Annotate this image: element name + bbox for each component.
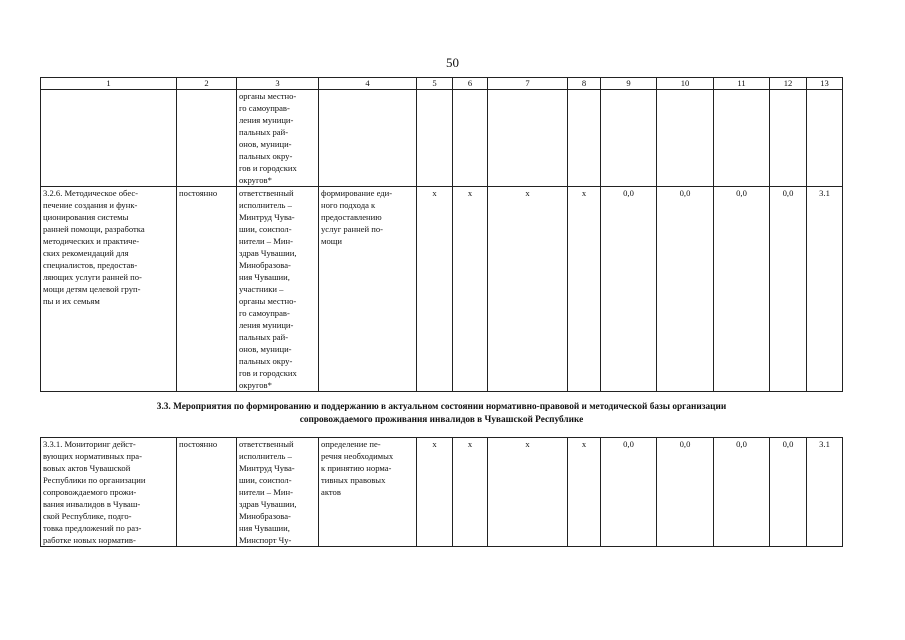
executors-line: ния Чувашии, [239,523,290,533]
executors-line: пальных окру- [239,356,293,366]
section-title-line: 3.3. Мероприятия по формированию и поддержанию в актуальном состоянии нормативно-правовой и методической базы организации [156,402,727,412]
executors-line: ния Чувашии, [239,272,290,282]
executors-line: шии, соиспол- [239,475,292,485]
section-title [41,392,843,438]
event-line: товка предложений по раз- [43,523,142,533]
executors-line: исполнитель – [239,451,292,461]
result-line: формирование еди- [321,188,393,198]
event-line: вовых актов Чувашской [43,463,131,473]
executors-line: округов* [239,175,272,185]
table-row-3-2-6 [41,187,843,392]
executors-line: Минтруд Чува- [239,212,295,222]
executors-line: гов и городских [239,163,297,173]
result-line: актов [321,487,341,497]
event-line: ских рекомендаций для [43,248,129,258]
result-cell [319,187,417,392]
executors-line: здрав Чувашии, [239,499,297,509]
executors-line: Минобразова- [239,260,291,270]
section-title-line: сопровождаемого проживания инвалидов в Чувашской Республике [299,415,584,425]
cell-col13: 3.1 [807,438,843,547]
page-number: 50 [446,55,459,70]
column-number: 9 [601,78,657,90]
cell-col8: х [568,187,601,392]
event-line: специалистов, предостав- [43,260,138,270]
executors-line: Минтруд Чува- [239,463,295,473]
executors-line: нители – Мин- [239,236,293,246]
event-line: печение создания и функ- [43,200,138,210]
executors-line: здрав Чувашии, [239,248,297,258]
executors-line: участники – [239,284,284,294]
cell-col10: 0,0 [657,187,714,392]
cell-col10: 0,0 [657,438,714,547]
executors-line: го самоуправ- [239,103,290,113]
column-number: 8 [568,78,601,90]
result-line: тивных правовых [321,475,386,485]
result-line: к принятию норма- [321,463,392,473]
column-number: 1 [41,78,177,90]
event-line: ской Республике, подго- [43,511,132,521]
result-line: речня необходимых [321,451,394,461]
result-line: мощи [321,236,342,246]
result-line: услуг ранней по- [321,224,383,234]
cell-col11: 0,0 [714,187,770,392]
cell-col12: 0,0 [770,438,807,547]
executors-line: органы местно- [239,296,297,306]
column-number: 6 [453,78,488,90]
event-line: работке новых норматив- [43,535,136,545]
deadline-cell: постоянно [177,438,237,547]
cell-col12: 0,0 [770,187,807,392]
event-line: ционирования системы [43,212,129,222]
executors-line: онов, муници- [239,139,292,149]
column-number: 10 [657,78,714,90]
event-line: ранней помощи, разработка [43,224,145,234]
deadline-cell: постоянно [177,187,237,392]
executors-line: шии, соиспол- [239,224,292,234]
executors-line: Минспорт Чу- [239,535,292,545]
column-number: 11 [714,78,770,90]
executors-line: ления муници- [239,320,294,330]
executors-line: ответственный [239,439,294,449]
event-line: Республики по организации [43,475,146,485]
column-number: 2 [177,78,237,90]
executors-line: Минобразова- [239,511,291,521]
executors-line: ления муници- [239,115,294,125]
column-number-row [41,78,843,90]
executors-line: онов, муници- [239,344,292,354]
executors-line: округов* [239,380,272,390]
column-number: 12 [770,78,807,90]
executors-line: го самоуправ- [239,308,290,318]
cell-col13: 3.1 [807,187,843,392]
executors-line: гов и городских [239,368,297,378]
cell-col6: х [453,438,488,547]
event-line: методических и практиче- [43,236,140,246]
result-line: предоставлению [321,212,382,222]
cell-col5: х [417,187,453,392]
executors-line: пальных рай- [239,127,289,137]
column-number: 5 [417,78,453,90]
event-cell [41,438,177,547]
executors-cell [237,438,319,547]
cell-col7: х [488,187,568,392]
result-line: определение пе- [321,439,381,449]
table-row-continuation [41,90,843,187]
cell-col8: х [568,438,601,547]
event-line: 3.3.1. Мониторинг дейст- [43,439,136,449]
executors-line: исполнитель – [239,200,292,210]
executors-line: пальных рай- [239,332,289,342]
event-line: пы и их семьям [43,296,100,306]
executors-line: органы местно- [239,91,297,101]
result-line: ного подхода к [321,200,376,210]
section-heading-row [41,392,843,438]
result-cell [319,438,417,547]
result-cell [319,90,417,187]
event-line: ляющих услуги ранней по- [43,272,142,282]
plan-table [40,77,843,547]
event-line: вания инвалидов в Чуваш- [43,499,141,509]
event-line: сопровождаемого прожи- [43,487,137,497]
executors-cell [237,187,319,392]
table-row-3-3-1 [41,438,843,547]
event-cell [41,90,177,187]
executors-line: нители – Мин- [239,487,293,497]
cell-col6: х [453,187,488,392]
executors-line: пальных окру- [239,151,293,161]
event-line: 3.2.6. Методическое обес- [43,188,139,198]
cell-col5: х [417,438,453,547]
column-number: 4 [319,78,417,90]
deadline-cell [177,90,237,187]
cell-col7: х [488,438,568,547]
cell-col9: 0,0 [601,187,657,392]
executors-cell [237,90,319,187]
cell-col9: 0,0 [601,438,657,547]
column-number: 7 [488,78,568,90]
event-cell [41,187,177,392]
column-number: 13 [807,78,843,90]
cell-col11: 0,0 [714,438,770,547]
column-number: 3 [237,78,319,90]
executors-line: ответственный [239,188,294,198]
event-line: вующих нормативных пра- [43,451,142,461]
event-line: мощи детям целевой груп- [43,284,141,294]
